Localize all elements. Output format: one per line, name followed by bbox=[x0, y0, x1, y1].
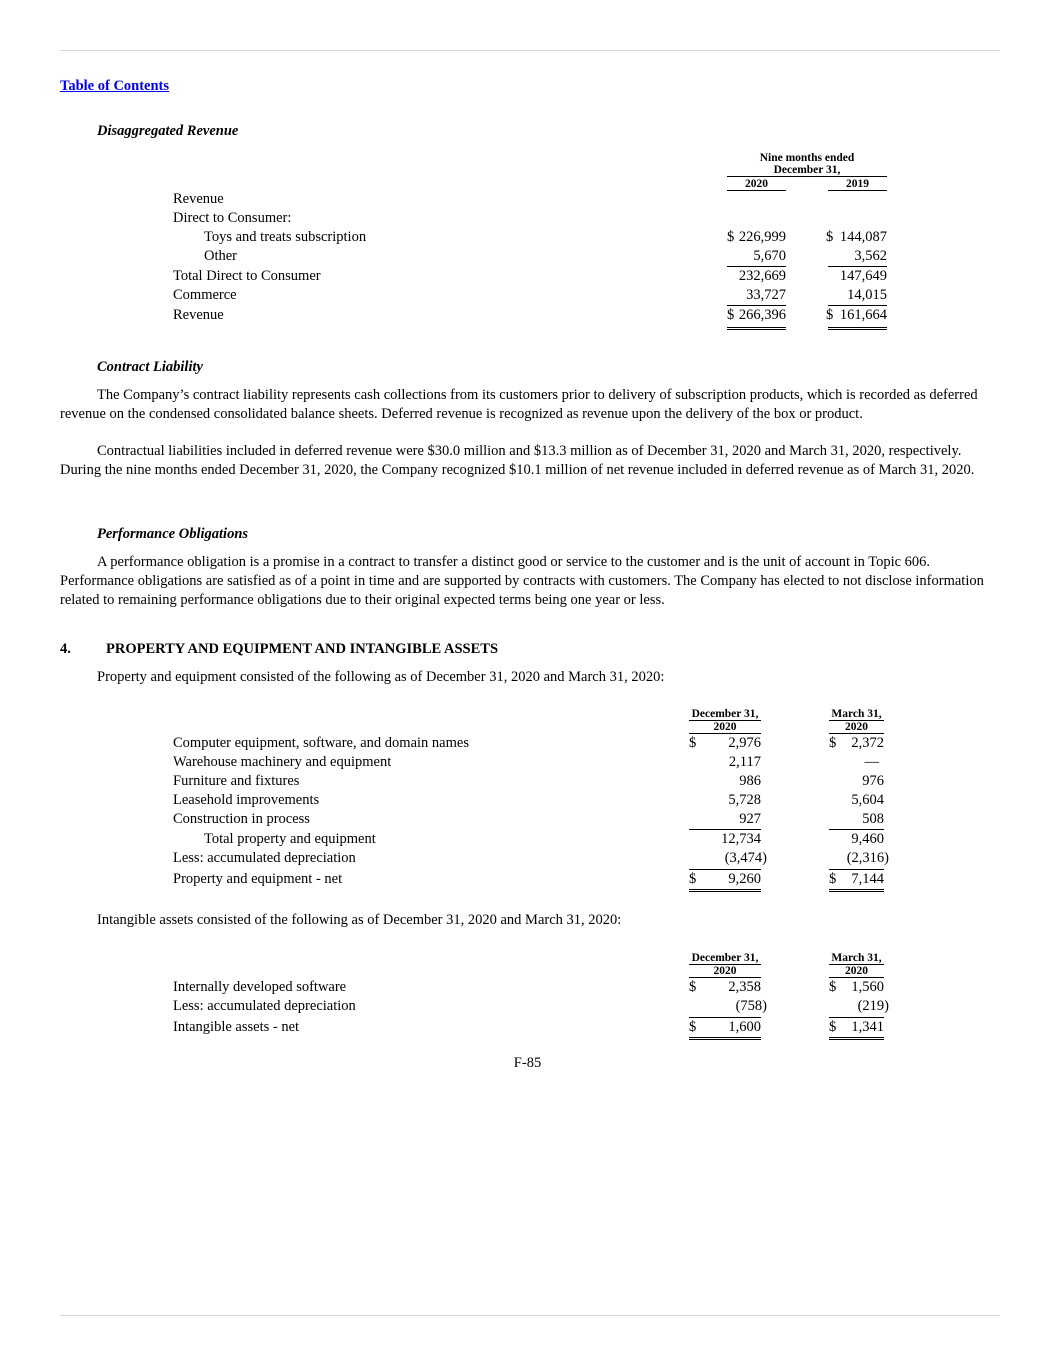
period-header-line1: Nine months ended bbox=[759, 152, 855, 164]
ia-col2-header bbox=[829, 952, 884, 978]
row-label-toys: Toys and treats subscription bbox=[204, 229, 367, 245]
dollar-sign: $ bbox=[829, 979, 837, 995]
dollar-sign: $ bbox=[689, 871, 697, 887]
pe-row-v2: — bbox=[864, 754, 879, 770]
row-label-other: Other bbox=[204, 248, 238, 264]
pe-row-label: Property and equipment - net bbox=[173, 871, 343, 887]
commerce-2019: 14,015 bbox=[847, 287, 887, 303]
pe-col1-line2: 2020 bbox=[689, 721, 761, 734]
pe-col2-header bbox=[829, 708, 884, 734]
dollar-sign: $ bbox=[689, 735, 697, 751]
pe-row-label: Leasehold improvements bbox=[173, 792, 320, 808]
subtotal-line-2019 bbox=[828, 266, 887, 267]
revenue-total-2019: 161,664 bbox=[828, 307, 887, 330]
pe-row-label: Computer equipment, software, and domain names bbox=[173, 735, 469, 751]
dollar-sign: $ bbox=[727, 307, 735, 323]
top-rule bbox=[60, 50, 1000, 51]
pe-row-v1: 2,117 bbox=[728, 754, 761, 770]
pe-row-label: Construction in process bbox=[173, 811, 310, 827]
pe-row-v2: 7,144 bbox=[829, 871, 884, 892]
pe-row-label: Furniture and fixtures bbox=[173, 773, 300, 789]
dollar-sign: $ bbox=[829, 735, 837, 751]
dollar-sign: $ bbox=[826, 307, 834, 323]
pe-row-label: Warehouse machinery and equipment bbox=[173, 754, 392, 770]
toys-2019: 144,087 bbox=[839, 229, 887, 245]
revenue-total-2020: 266,396 bbox=[727, 307, 786, 330]
pe-subtotal-line-1 bbox=[689, 829, 761, 830]
ia-row-label: Less: accumulated depreciation bbox=[173, 998, 356, 1014]
pe-row-v1: 12,734 bbox=[721, 831, 761, 847]
commerce-2020: 33,727 bbox=[746, 287, 786, 303]
total-dtc-2020: 232,669 bbox=[738, 268, 786, 284]
dollar-sign: $ bbox=[826, 229, 834, 245]
period-header-line2: December 31, bbox=[727, 164, 887, 177]
dollar-sign: $ bbox=[829, 871, 837, 887]
ia-row-v2: 1,560 bbox=[851, 979, 884, 995]
pe-row-v1: (3,474) bbox=[724, 850, 767, 866]
ia-row-v2: 1,341 bbox=[829, 1019, 884, 1040]
total-dtc-2019: 147,649 bbox=[839, 268, 887, 284]
pe-col2-line1: March 31, bbox=[829, 708, 884, 721]
intangible-intro: Intangible assets consisted of the following as of December 31, 2020 and March 31, 2020: bbox=[97, 912, 622, 928]
bottom-rule bbox=[60, 1315, 1000, 1316]
table-of-contents-link[interactable]: Table of Contents bbox=[60, 78, 170, 94]
pe-total-line-1 bbox=[689, 869, 761, 870]
pe-row-v2: 976 bbox=[862, 773, 884, 789]
section-title: PROPERTY AND EQUIPMENT AND INTANGIBLE ASSETS bbox=[106, 641, 499, 657]
ia-total-line-1 bbox=[689, 1017, 761, 1018]
pe-col1-header bbox=[689, 708, 761, 734]
pe-row-v2: 508 bbox=[862, 811, 884, 827]
page-number: F-85 bbox=[513, 1055, 542, 1071]
pe-row-v1: 986 bbox=[739, 773, 761, 789]
pe-col2-line2: 2020 bbox=[829, 721, 884, 734]
other-2020: 5,670 bbox=[753, 248, 786, 264]
ia-row-v1: 1,600 bbox=[689, 1019, 761, 1040]
ia-col2-line1: March 31, bbox=[829, 952, 884, 965]
pe-row-v2: 5,604 bbox=[851, 792, 884, 808]
ia-row-v1: 2,358 bbox=[728, 979, 761, 995]
row-label-revenue-total: Revenue bbox=[173, 307, 224, 323]
col-header-2019: 2019 bbox=[828, 178, 887, 191]
pe-row-v1: 5,728 bbox=[728, 792, 761, 808]
contract-liability-heading: Contract Liability bbox=[97, 359, 203, 375]
ia-col1-line1: December 31, bbox=[689, 952, 761, 965]
pe-row-v1: 927 bbox=[739, 811, 761, 827]
contract-liability-paragraph-2: Contractual liabilities included in deferred revenue were $30.0 million and $13.3 million as of December 31, 2020 and March 31, 2020, respectively. During the nine months ended December 31, 2020, the Company recognized $10.1 million of net revenue included in deferred revenue as of March 31, 2020. bbox=[60, 443, 975, 478]
ia-row-v2: (219) bbox=[857, 998, 889, 1014]
section-number: 4. bbox=[60, 641, 71, 657]
performance-obligations-paragraph: A performance obligation is a promise in a contract to transfer a distinct good or service to the customer and is the unit of account in Topic 606. Performance obligations are satisfied as of a point in time and are supported by contracts with customers. The Company has elected to not disclose information related to remaining performance obligations due to their original expected terms being one year or less. bbox=[60, 554, 984, 608]
pe-row-v2: 9,460 bbox=[851, 831, 884, 847]
col-header-2020: 2020 bbox=[727, 178, 786, 191]
pe-row-v1: 2,976 bbox=[728, 735, 761, 751]
pe-row-v2: (2,316) bbox=[846, 850, 889, 866]
ia-row-v1: (758) bbox=[735, 998, 767, 1014]
row-label-revenue-heading: Revenue bbox=[173, 191, 224, 207]
performance-obligations-heading: Performance Obligations bbox=[97, 526, 249, 542]
pe-row-v2: 2,372 bbox=[851, 735, 884, 751]
pe-col1-line1: December 31, bbox=[689, 708, 761, 721]
pe-total-line-2 bbox=[829, 869, 884, 870]
dollar-sign: $ bbox=[689, 1019, 697, 1035]
ia-col2-line2: 2020 bbox=[829, 965, 884, 978]
dollar-sign: $ bbox=[689, 979, 697, 995]
pe-row-label: Total property and equipment bbox=[204, 831, 376, 847]
dollar-sign: $ bbox=[727, 229, 735, 245]
ia-total-line-2 bbox=[829, 1017, 884, 1018]
ia-row-label: Intangible assets - net bbox=[173, 1019, 300, 1035]
row-label-commerce: Commerce bbox=[173, 287, 237, 303]
period-header bbox=[727, 152, 887, 177]
ia-col1-header bbox=[689, 952, 761, 978]
ia-row-label: Internally developed software bbox=[173, 979, 347, 995]
dollar-sign: $ bbox=[829, 1019, 837, 1035]
pe-row-v1: 9,260 bbox=[689, 871, 761, 892]
row-label-dtc-heading: Direct to Consumer: bbox=[173, 210, 292, 226]
toys-2020: 226,999 bbox=[738, 229, 786, 245]
other-2019: 3,562 bbox=[854, 248, 887, 264]
contract-liability-paragraph-1: The Company’s contract liability represents cash collections from its customers prior to delivery of subscription products, which is recorded as deferred revenue on the condensed consolidated balance sheets. Deferred revenue is recognized as revenue upon the delivery of the box or product. bbox=[60, 387, 978, 422]
total-line-2019 bbox=[828, 305, 887, 306]
row-label-total-dtc: Total Direct to Consumer bbox=[173, 268, 321, 284]
ia-col1-line2: 2020 bbox=[689, 965, 761, 978]
property-intro: Property and equipment consisted of the following as of December 31, 2020 and March 31, 2020: bbox=[97, 669, 665, 685]
total-line-2020 bbox=[727, 305, 786, 306]
subtotal-line-2020 bbox=[727, 266, 786, 267]
disaggregated-revenue-heading: Disaggregated Revenue bbox=[97, 123, 239, 139]
pe-row-label: Less: accumulated depreciation bbox=[173, 850, 356, 866]
pe-subtotal-line-2 bbox=[829, 829, 884, 830]
